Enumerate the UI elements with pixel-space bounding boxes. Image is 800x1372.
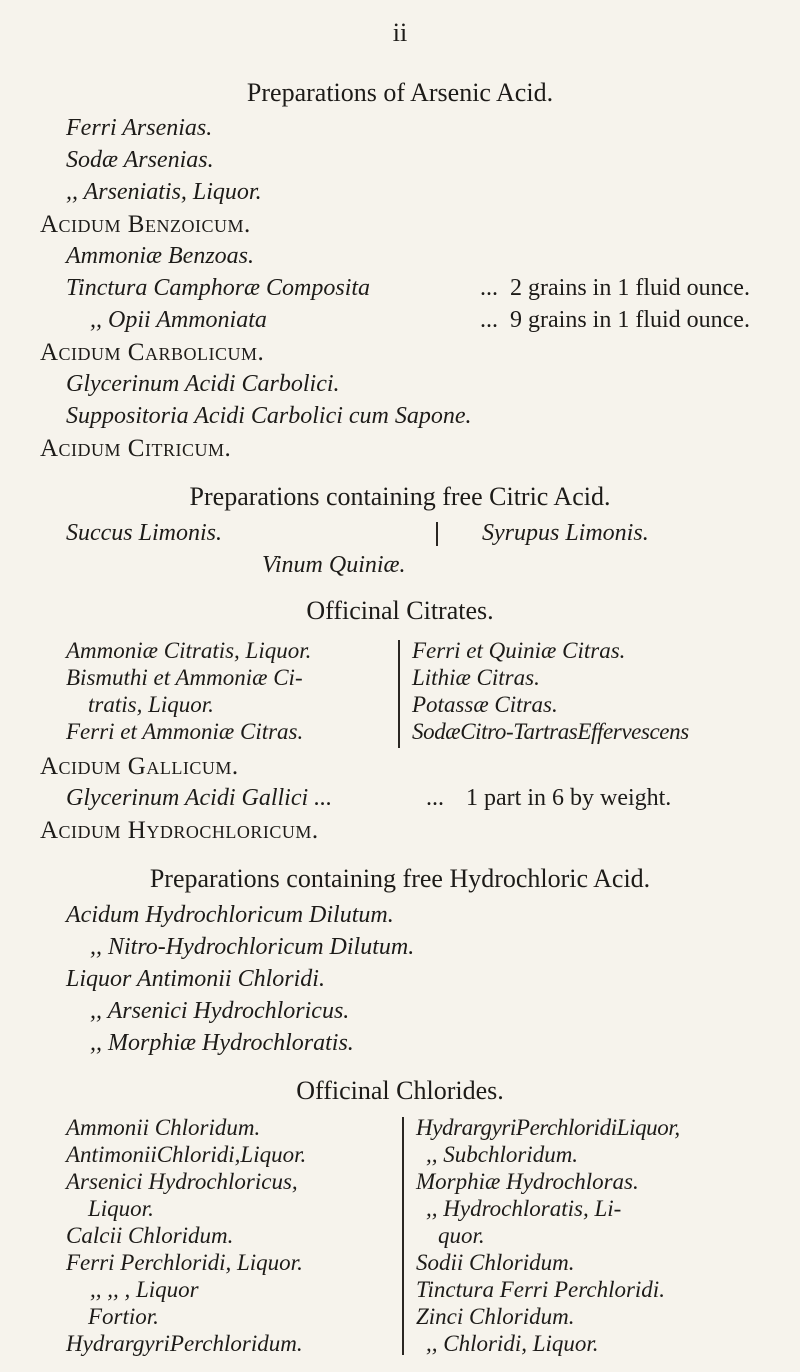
arsenic-item: Sodæ Arsenias. <box>66 147 214 173</box>
chlorides-heading: Officinal Chlorides. <box>296 1076 504 1105</box>
chlorides-right-column <box>416 1114 680 1357</box>
citric-item: Vinum Quiniæ. <box>262 552 406 578</box>
chloride-item: ,, Subchloridum. <box>426 1142 579 1167</box>
leader-dots: ... <box>480 307 498 333</box>
hydrochloric-item: ,, Nitro-Hydrochloricum Dilutum. <box>90 934 415 960</box>
column-divider <box>398 640 400 748</box>
citric-heading: Preparations containing free Citric Acid. <box>189 482 611 511</box>
citric-item: Syrupus Limonis. <box>482 520 649 546</box>
acid-heading: Acidum Citricum. <box>40 435 232 462</box>
benzoic-item: Tinctura Camphoræ Composita <box>66 275 371 301</box>
citrate-item: tratis, Liquor. <box>88 692 214 717</box>
hydrochloric-item: ,, Arsenici Hydrochloricus. <box>90 998 350 1024</box>
citrate-item: Bismuthi et Ammoniæ Ci- <box>66 665 303 690</box>
chloride-item: Arsenici Hydrochloricus, <box>66 1169 298 1194</box>
hydrochloric-heading: Preparations containing free Hydrochloric Acid. <box>149 864 651 893</box>
arsenic-heading: Preparations of Arsenic Acid. <box>246 78 554 107</box>
chloride-item: AntimoniiChloridi,Liquor. <box>66 1142 307 1167</box>
citrate-item: Ammoniæ Citratis, Liquor. <box>66 638 312 663</box>
acid-heading: Acidum Carbolicum. <box>40 339 265 366</box>
chloride-item: HydrargyriPerchloridum. <box>66 1331 303 1356</box>
chloride-item: Fortior. <box>88 1304 159 1329</box>
chloride-item: Morphiæ Hydrochloras. <box>416 1169 639 1194</box>
carbolic-item: Glycerinum Acidi Carbolici. <box>66 371 340 397</box>
arsenic-item: Ferri Arsenias. <box>66 115 213 141</box>
acid-heading: Acidum Benzoicum. <box>40 211 251 238</box>
citrates-right-column <box>412 637 689 745</box>
chloride-item: Liquor. <box>88 1196 154 1221</box>
chloride-item: ,, Chloridi, Liquor. <box>426 1331 599 1356</box>
acid-heading: Acidum Gallicum. <box>40 753 239 780</box>
leader-dots: ... <box>480 275 498 301</box>
gallic-item: Glycerinum Acidi Gallici ... <box>66 785 333 811</box>
chloride-item: ,, ,, , Liquor <box>90 1277 199 1302</box>
chloride-item: Ammonii Chloridum. <box>66 1115 261 1140</box>
citrates-left-column <box>66 637 311 745</box>
arsenic-item: ,, Arseniatis, Liquor. <box>66 179 262 205</box>
chlorides-left-column <box>66 1114 306 1357</box>
hydrochloric-item: Acidum Hydrochloricum Dilutum. <box>66 902 394 928</box>
chloride-item: Sodii Chloridum. <box>416 1250 575 1275</box>
benzoic-item: ,, Opii Ammoniata <box>90 307 267 333</box>
chloride-item: Ferri Perchloridi, Liquor. <box>66 1250 303 1275</box>
citrate-item: Potassæ Citras. <box>412 692 558 717</box>
citrate-item: SodæCitro-TartrasEffervescens <box>412 719 689 744</box>
chloride-item: Zinci Chloridum. <box>416 1304 575 1329</box>
citric-item: Succus Limonis. <box>66 520 222 546</box>
citrate-item: Ferri et Quiniæ Citras. <box>412 638 626 663</box>
dose-text: 2 grains in 1 fluid ounce. <box>510 275 750 301</box>
chloride-item: HydrargyriPerchloridiLiquor, <box>416 1115 680 1140</box>
column-divider <box>402 1117 404 1355</box>
citrates-heading: Officinal Citrates. <box>306 596 494 625</box>
chloride-item: Calcii Chloridum. <box>66 1223 234 1248</box>
chloride-item: Tinctura Ferri Perchloridi. <box>416 1277 665 1302</box>
hydrochloric-item: ,, Morphiæ Hydrochloratis. <box>90 1030 354 1056</box>
acid-heading: Acidum Hydrochloricum. <box>40 817 319 844</box>
citrate-item: Ferri et Ammoniæ Citras. <box>66 719 304 744</box>
page-number: ii <box>392 18 408 47</box>
carbolic-item: Suppositoria Acidi Carbolici cum Sapone. <box>66 403 472 429</box>
benzoic-item: Ammoniæ Benzoas. <box>66 243 254 269</box>
citrate-item: Lithiæ Citras. <box>412 665 540 690</box>
chloride-item: ,, Hydrochloratis, Li- <box>426 1196 622 1221</box>
dose-text: 9 grains in 1 fluid ounce. <box>510 307 750 333</box>
dose-text: 1 part in 6 by weight. <box>466 785 672 811</box>
chloride-item: quor. <box>438 1223 485 1248</box>
leader-dots: ... <box>426 785 444 811</box>
hydrochloric-item: Liquor Antimonii Chloridi. <box>66 966 325 992</box>
column-divider <box>436 522 438 546</box>
